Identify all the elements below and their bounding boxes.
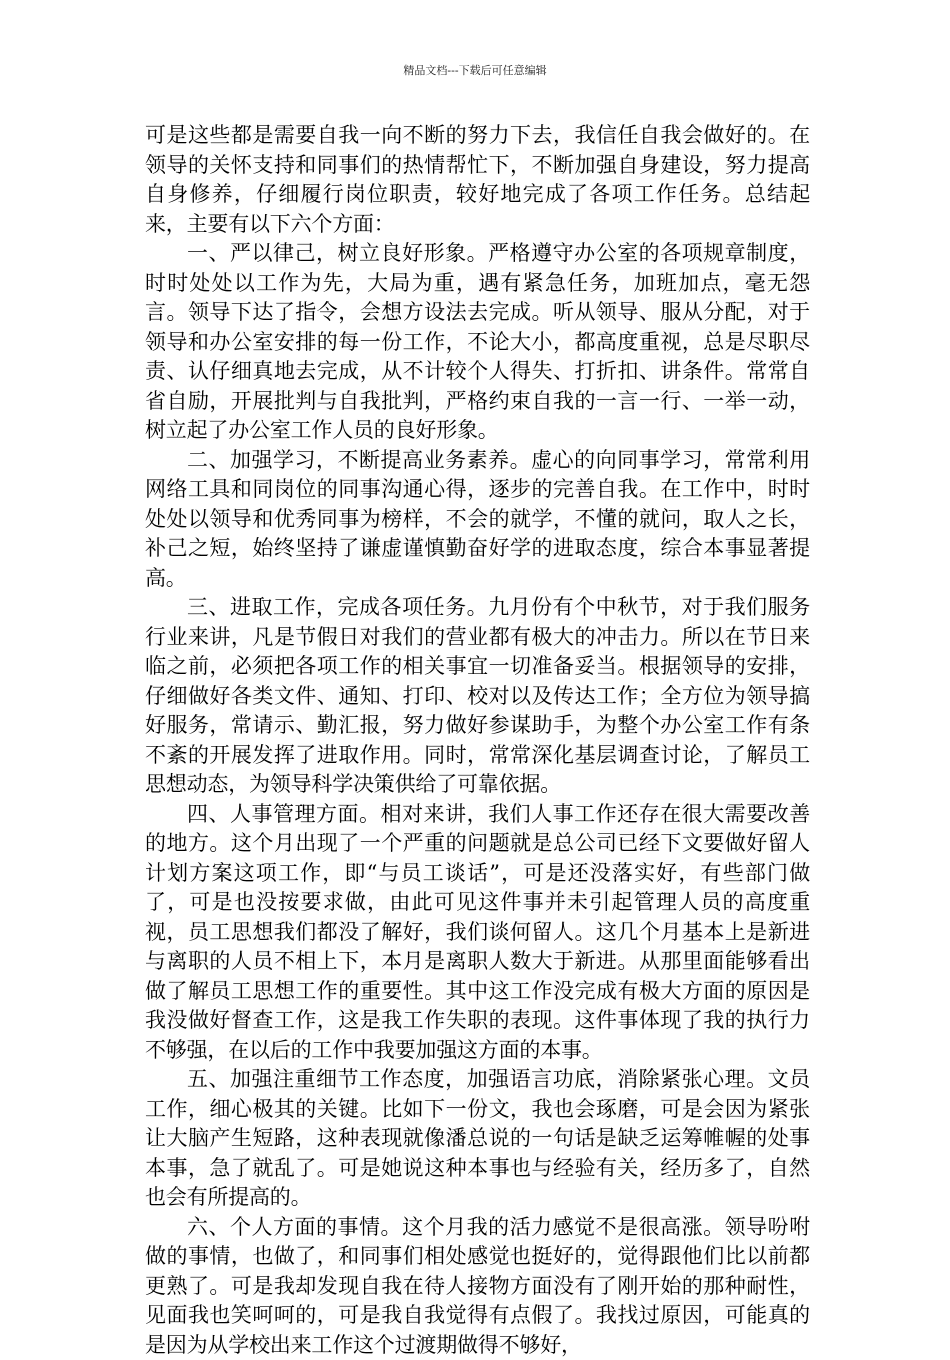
paragraph-section-6: 六、个人方面的事情。这个月我的活力感觉不是很高涨。领导吩咐做的事情，也做了，和同事们相处感觉也挺好的，觉得跟他们比以前都更熟了。可是我却发现自我在待人接物方面没有了刚开始的那种耐性，见面我也笑呵呵的，可是我自我觉得有点假了。我找过原因，可能真的是因为从学校出来工作这个过渡期做得不够好， — [145, 1213, 810, 1360]
paragraph-section-3: 三、进取工作，完成各项任务。九月份有个中秋节，对于我们服务行业来讲，凡是节假日对我们的营业都有极大的冲击力。所以在节日来临之前，必须把各项工作的相关事宜一切准备妥当。根据领导的安排，仔细做好各类文件、通知、打印、校对以及传达工作；全方位为领导搞好服务，常请示、勤汇报，努力做好参谋助手，为整个办公室工作有条不紊的开展发挥了进取作用。同时，常常深化基层调查讨论，了解员工思想动态，为领导科学决策供给了可靠依据。 — [145, 593, 810, 800]
paragraph-section-4: 四、人事管理方面。相对来讲，我们人事工作还存在很大需要改善的地方。这个月出现了一个严重的问题就是总公司已经下文要做好留人计划方案这项工作，即“与员工谈话”，可是还没落实好，有些部门做了，可是也没按要求做，由此可见这件事并未引起管理人员的高度重视，员工思想我们都没了解好，我们谈何留人。这几个月基本上是新进与离职的人员不相上下，本月是离职人数大于新进。从那里面能够看出做了解员工思想工作的重要性。其中这工作没完成有极大方面的原因是我没做好督查工作，这是我工作失职的表现。这件事体现了我的执行力不够强，在以后的工作中我要加强这方面的本事。 — [145, 800, 810, 1066]
paragraph-section-2: 二、加强学习，不断提高业务素养。虚心的向同事学习，常常利用网络工具和同岗位的同事沟通心得，逐步的完善自我。在工作中，时时处处以领导和优秀同事为榜样，不会的就学，不懂的就问，取人之长，补己之短，始终坚持了谦虚谨慎勤奋好学的进取态度，综合本事显著提高。 — [145, 446, 810, 594]
page-header: 精品文档---下载后可任意编辑 — [0, 64, 950, 78]
document-body — [145, 121, 810, 1360]
paragraph-intro: 可是这些都是需要自我一向不断的努力下去，我信任自我会做好的。在领导的关怀支持和同事们的热情帮忙下，不断加强自身建设，努力提高自身修养，仔细履行岗位职责，较好地完成了各项工作任务。总结起来，主要有以下六个方面： — [145, 121, 810, 239]
paragraph-section-5: 五、加强注重细节工作态度，加强语言功底，消除紧张心理。文员工作，细心极其的关键。比如下一份文，我也会琢磨，可是会因为紧张让大脑产生短路，这种表现就像潘总说的一句话是缺乏运筹帷幄的处事本事，急了就乱了。可是她说这种本事也与经验有关，经历多了，自然也会有所提高的。 — [145, 1065, 810, 1213]
paragraph-section-1: 一、严以律己，树立良好形象。严格遵守办公室的各项规章制度，时时处处以工作为先，大局为重，遇有紧急任务，加班加点，毫无怨言。领导下达了指令，会想方设法去完成。听从领导、服从分配，对于领导和办公室安排的每一份工作，不论大小，都高度重视，总是尽职尽责、认仔细真地去完成，从不计较个人得失、打折扣、讲条件。常常自省自励，开展批判与自我批判，严格约束自我的一言一行、一举一动，树立起了办公室工作人员的良好形象。 — [145, 239, 810, 446]
